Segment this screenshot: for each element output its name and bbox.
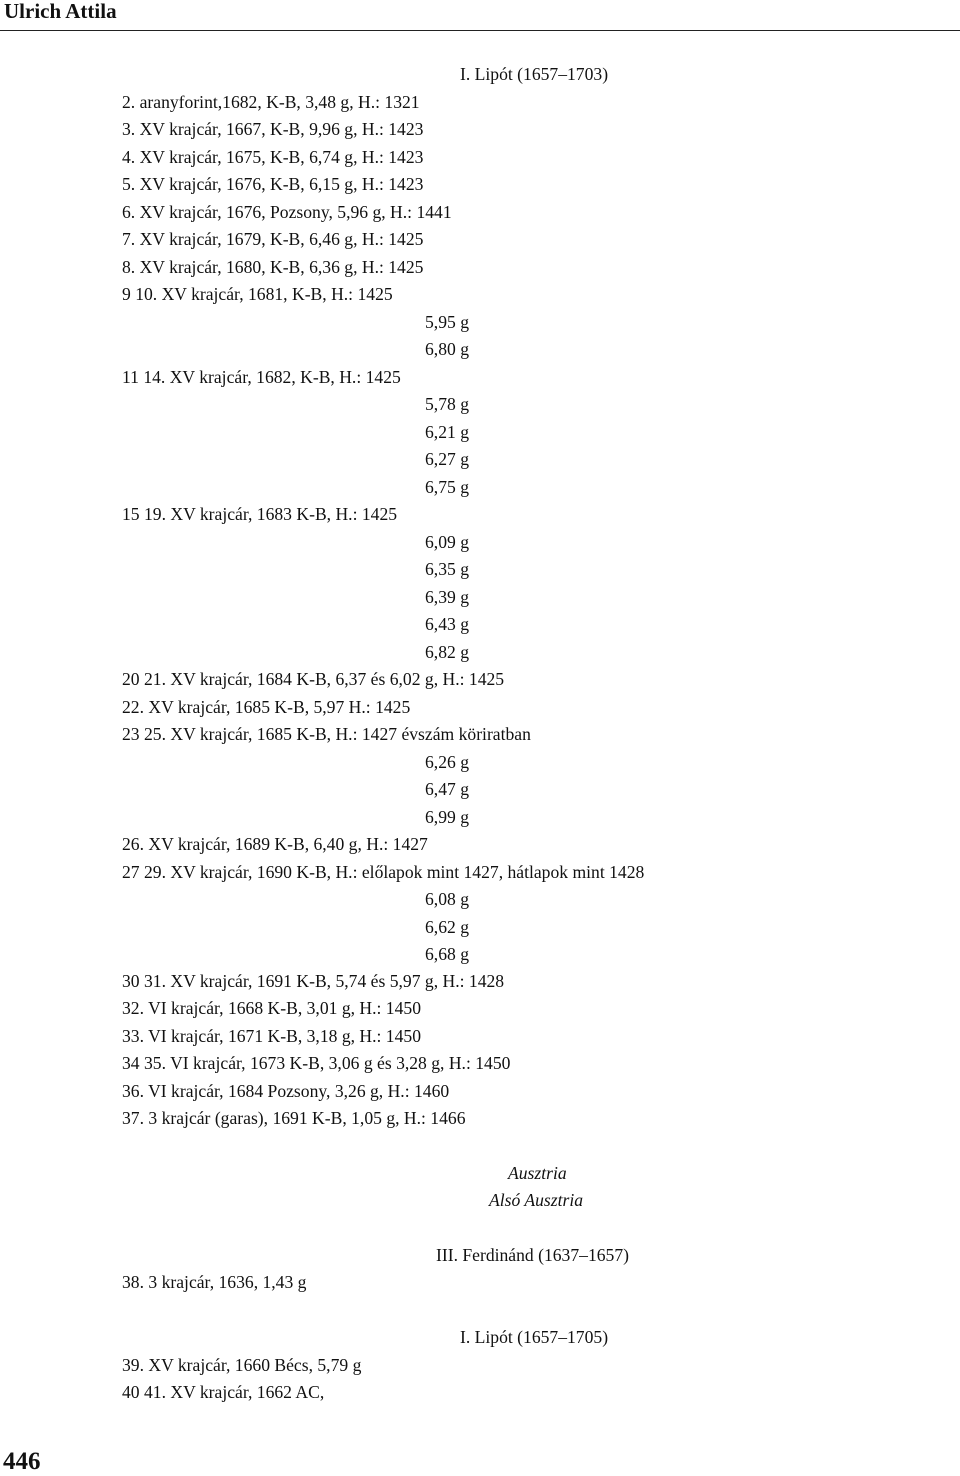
weight-entry: 6,80 g: [425, 339, 469, 359]
list-item: 11 14. XV krajcár, 1682, K-B, H.: 1425: [122, 367, 401, 387]
list-item: 7. XV krajcár, 1679, K-B, 6,46 g, H.: 1425: [122, 229, 424, 249]
list-item: 26. XV krajcár, 1689 K-B, 6,40 g, H.: 1427: [122, 834, 428, 854]
list-item: 38. 3 krajcár, 1636, 1,43 g: [122, 1272, 307, 1292]
list-item: 20 21. XV krajcár, 1684 K-B, 6,37 és 6,02 g, H.: 1425: [122, 669, 505, 689]
weight-entry: 6,39 g: [425, 587, 469, 607]
list-item: 6. XV krajcár, 1676, Pozsony, 5,96 g, H.: 1441: [122, 202, 452, 222]
region-heading: Alsó Ausztria: [489, 1190, 584, 1210]
weight-entry: 6,08 g: [425, 889, 469, 909]
list-item: 4. XV krajcár, 1675, K-B, 6,74 g, H.: 1423: [122, 147, 424, 167]
weight-entry: 6,68 g: [425, 944, 469, 964]
section-heading: I. Lipót (1657–1703): [460, 64, 609, 84]
list-item: 27 29. XV krajcár, 1690 K-B, H.: előlapok mint 1427, hátlapok mint 1428: [122, 862, 645, 882]
list-item: 2. aranyforint,1682, K-B, 3,48 g, H.: 1321: [122, 92, 420, 112]
section-heading: I. Lipót (1657–1705): [460, 1327, 609, 1347]
list-item: 5. XV krajcár, 1676, K-B, 6,15 g, H.: 1423: [122, 174, 424, 194]
weight-entry: 6,43 g: [425, 614, 469, 634]
header-rule: [0, 30, 960, 31]
weight-entry: 5,78 g: [425, 394, 469, 414]
country-heading: Ausztria: [508, 1163, 567, 1183]
weight-entry: 6,47 g: [425, 779, 469, 799]
weight-entry: 6,21 g: [425, 422, 469, 442]
header-title: Ulrich Attila: [4, 0, 117, 23]
weight-entry: 5,95 g: [425, 312, 469, 332]
weight-entry: 6,99 g: [425, 807, 469, 827]
list-item: 15 19. XV krajcár, 1683 K-B, H.: 1425: [122, 504, 398, 524]
list-item: 33. VI krajcár, 1671 K-B, 3,18 g, H.: 1450: [122, 1026, 421, 1046]
weight-entry: 6,62 g: [425, 917, 469, 937]
weight-entry: 6,75 g: [425, 477, 469, 497]
list-item: 34 35. VI krajcár, 1673 K-B, 3,06 g és 3,28 g, H.: 1450: [122, 1053, 511, 1073]
list-item: 37. 3 krajcár (garas), 1691 K-B, 1,05 g, H.: 1466: [122, 1108, 466, 1128]
list-item: 40 41. XV krajcár, 1662 AC,: [122, 1382, 325, 1402]
list-item: 36. VI krajcár, 1684 Pozsony, 3,26 g, H.: 1460: [122, 1081, 450, 1101]
weight-entry: 6,09 g: [425, 532, 469, 552]
list-item: 22. XV krajcár, 1685 K-B, 5,97 H.: 1425: [122, 697, 411, 717]
list-item: 3. XV krajcár, 1667, K-B, 9,96 g, H.: 1423: [122, 119, 424, 139]
page-number: 446: [3, 1448, 41, 1475]
list-item: 9 10. XV krajcár, 1681, K-B, H.: 1425: [122, 284, 393, 304]
list-item: 39. XV krajcár, 1660 Bécs, 5,79 g: [122, 1355, 362, 1375]
weight-entry: 6,82 g: [425, 642, 469, 662]
list-item: 32. VI krajcár, 1668 K-B, 3,01 g, H.: 1450: [122, 998, 421, 1018]
list-item: 23 25. XV krajcár, 1685 K-B, H.: 1427 évszám köriratban: [122, 724, 531, 744]
weight-entry: 6,26 g: [425, 752, 469, 772]
weight-entry: 6,35 g: [425, 559, 469, 579]
weight-entry: 6,27 g: [425, 449, 469, 469]
section-heading: III. Ferdinánd (1637–1657): [436, 1245, 629, 1265]
list-item: 30 31. XV krajcár, 1691 K-B, 5,74 és 5,97 g, H.: 1428: [122, 971, 505, 991]
list-item: 8. XV krajcár, 1680, K-B, 6,36 g, H.: 1425: [122, 257, 424, 277]
